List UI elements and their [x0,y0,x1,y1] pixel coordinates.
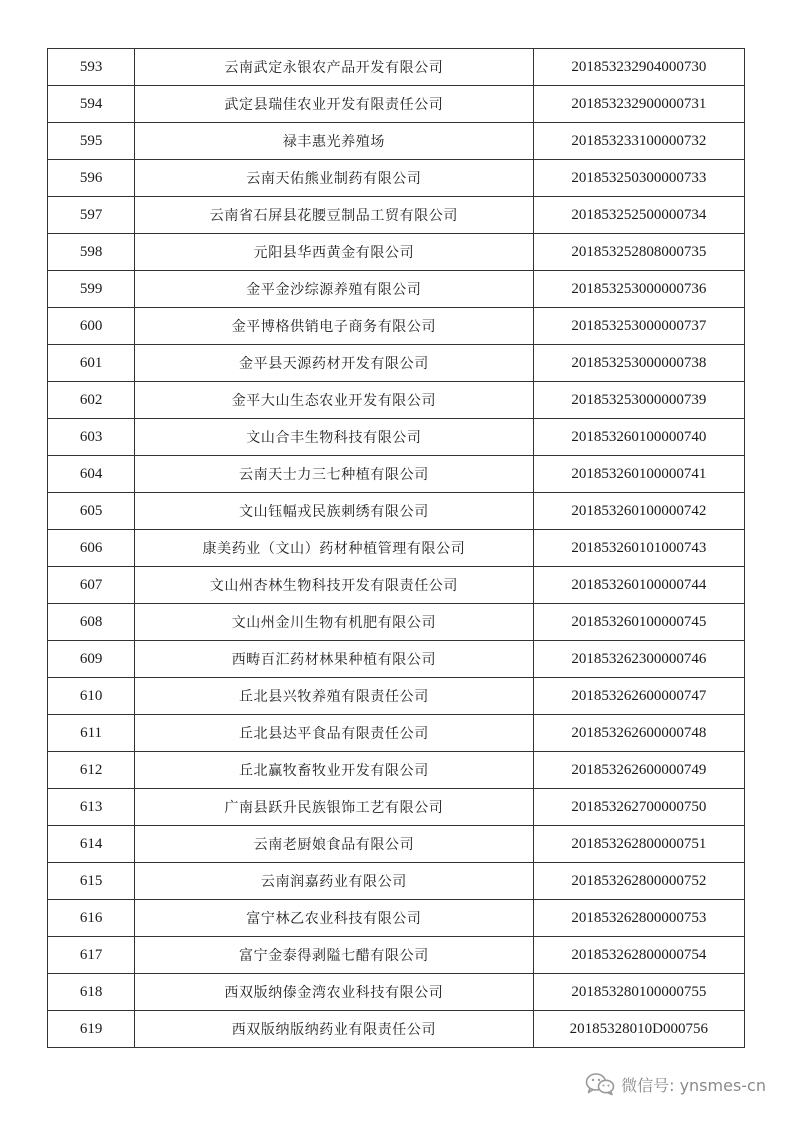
wechat-icon [585,1072,615,1096]
registration-code: 201853262800000753 [533,900,744,937]
table-row [48,530,745,567]
row-number: 608 [48,604,135,641]
table-body [48,49,745,1048]
row-number: 616 [48,900,135,937]
company-name: 丘北县达平食品有限责任公司 [135,715,534,752]
registration-code: 201853280100000755 [533,974,744,1011]
company-name: 广南县跃升民族银饰工艺有限公司 [135,789,534,826]
row-number: 604 [48,456,135,493]
company-name: 文山州金川生物有机肥有限公司 [135,604,534,641]
row-number: 602 [48,382,135,419]
row-number: 603 [48,419,135,456]
table-row [48,567,745,604]
table-row [48,271,745,308]
registration-code: 201853250300000733 [533,160,744,197]
company-name: 禄丰惠光养殖场 [135,123,534,160]
row-number: 609 [48,641,135,678]
table-row [48,197,745,234]
company-name: 金平大山生态农业开发有限公司 [135,382,534,419]
registration-code: 201853262300000746 [533,641,744,678]
registration-code: 201853262800000754 [533,937,744,974]
table-row [48,49,745,86]
company-name: 云南天佑熊业制药有限公司 [135,160,534,197]
table-row [48,308,745,345]
row-number: 607 [48,567,135,604]
registration-code: 201853232904000730 [533,49,744,86]
table-row [48,826,745,863]
row-number: 614 [48,826,135,863]
company-name: 金平博格供销电子商务有限公司 [135,308,534,345]
company-name: 西畴百汇药材林果种植有限公司 [135,641,534,678]
registration-code: 201853260100000742 [533,493,744,530]
row-number: 612 [48,752,135,789]
registration-code: 201853262600000749 [533,752,744,789]
table-row [48,974,745,1011]
row-number: 601 [48,345,135,382]
row-number: 598 [48,234,135,271]
row-number: 611 [48,715,135,752]
enterprise-registry-table [47,48,745,1048]
registration-code: 201853253000000738 [533,345,744,382]
table-row [48,493,745,530]
company-name: 文山合丰生物科技有限公司 [135,419,534,456]
table-row [48,1011,745,1048]
company-name: 云南老厨娘食品有限公司 [135,826,534,863]
row-number: 594 [48,86,135,123]
row-number: 613 [48,789,135,826]
company-name: 文山钰幅戎民族刺绣有限公司 [135,493,534,530]
registration-code: 201853253000000737 [533,308,744,345]
table-row [48,604,745,641]
registration-code: 201853253000000739 [533,382,744,419]
company-name: 文山州杏林生物科技开发有限责任公司 [135,567,534,604]
row-number: 619 [48,1011,135,1048]
company-name: 云南天士力三七种植有限公司 [135,456,534,493]
table-row [48,234,745,271]
registration-code: 201853260100000745 [533,604,744,641]
registration-code: 201853262800000751 [533,826,744,863]
table-row [48,382,745,419]
row-number: 615 [48,863,135,900]
row-number: 593 [48,49,135,86]
registration-code: 201853262700000750 [533,789,744,826]
company-name: 金平县天源药材开发有限公司 [135,345,534,382]
company-name: 丘北县兴牧养殖有限责任公司 [135,678,534,715]
registration-code: 201853232900000731 [533,86,744,123]
row-number: 618 [48,974,135,1011]
company-name: 元阳县华西黄金有限公司 [135,234,534,271]
row-number: 600 [48,308,135,345]
row-number: 596 [48,160,135,197]
table-row [48,937,745,974]
table-row [48,123,745,160]
row-number: 599 [48,271,135,308]
registration-code: 201853262600000748 [533,715,744,752]
registration-code: 201853260100000744 [533,567,744,604]
row-number: 597 [48,197,135,234]
table-row [48,86,745,123]
watermark-text: 微信号: ynsmes-cn [621,1075,766,1095]
table-row [48,419,745,456]
company-name: 武定县瑞佳农业开发有限责任公司 [135,86,534,123]
company-name: 西双版纳傣金湾农业科技有限公司 [135,974,534,1011]
company-name: 金平金沙综源养殖有限公司 [135,271,534,308]
row-number: 606 [48,530,135,567]
registration-code: 201853233100000732 [533,123,744,160]
row-number: 605 [48,493,135,530]
company-name: 富宁林乙农业科技有限公司 [135,900,534,937]
registration-code: 201853252500000734 [533,197,744,234]
row-number: 617 [48,937,135,974]
registration-code: 20185328010D000756 [533,1011,744,1048]
company-name: 云南润嘉药业有限公司 [135,863,534,900]
table-row [48,789,745,826]
company-name: 丘北赢牧畜牧业开发有限公司 [135,752,534,789]
company-name: 西双版纳版纳药业有限责任公司 [135,1011,534,1048]
registration-code: 201853262800000752 [533,863,744,900]
wechat-watermark [585,1072,766,1096]
table-row [48,715,745,752]
table-row [48,641,745,678]
company-name: 康美药业（文山）药材种植管理有限公司 [135,530,534,567]
registration-code: 201853252808000735 [533,234,744,271]
company-name: 云南省石屏县花腰豆制品工贸有限公司 [135,197,534,234]
row-number: 610 [48,678,135,715]
company-name: 云南武定永银农产品开发有限公司 [135,49,534,86]
table-row [48,456,745,493]
registration-code: 201853260101000743 [533,530,744,567]
row-number: 595 [48,123,135,160]
registration-code: 201853253000000736 [533,271,744,308]
table-row [48,678,745,715]
table-row [48,160,745,197]
registration-code: 201853260100000741 [533,456,744,493]
table-row [48,900,745,937]
registration-code: 201853260100000740 [533,419,744,456]
table-row [48,345,745,382]
registration-code: 201853262600000747 [533,678,744,715]
table-row [48,863,745,900]
table-row [48,752,745,789]
company-name: 富宁金泰得剥隘七醋有限公司 [135,937,534,974]
